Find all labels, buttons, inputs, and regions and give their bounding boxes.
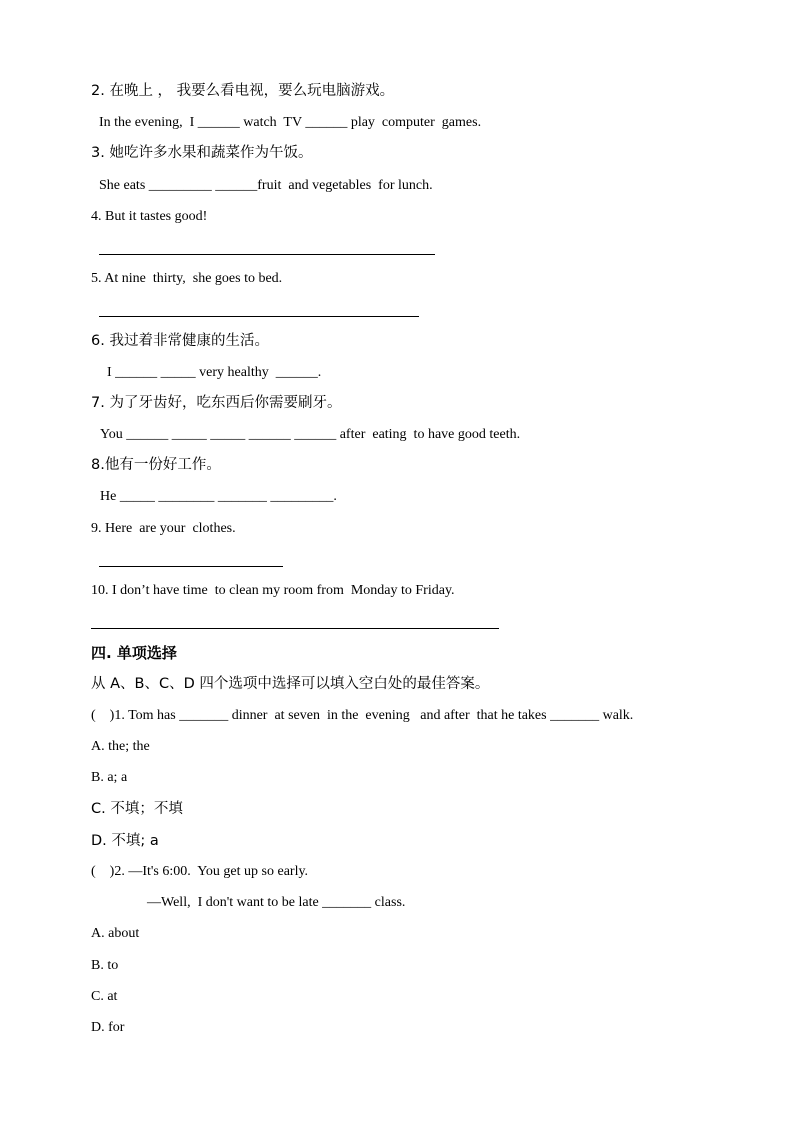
mc-question-1: ( )1. Tom has _______ dinner at seven in the evening and after that he takes _______ walk. [91, 708, 634, 723]
section-4-heading: 四. 单项选择 [91, 644, 177, 662]
mc-2-option-a: A. about [91, 926, 140, 941]
mc-1-option-a: A. the; the [91, 739, 150, 754]
question-4-prompt: 4. But it tastes good! [91, 209, 208, 224]
question-5-prompt: 5. At nine thirty, she goes to bed. [91, 271, 283, 286]
question-6-answer: I ______ _____ very healthy ______. [107, 365, 322, 380]
question-9-prompt: 9. Here are your clothes. [91, 521, 236, 536]
mc-1-option-b: B. a; a [91, 770, 128, 785]
mc-2-option-b: B. to [91, 958, 119, 973]
question-2-answer: In the evening, I ______ watch TV ______ play computer games. [99, 115, 482, 130]
question-5-answer-line [99, 316, 419, 317]
mc-1-option-c: C. 不填；不填 [91, 801, 183, 817]
question-10-prompt: 10. I don’t have time to clean my room from Monday to Friday. [91, 583, 455, 598]
question-9-answer-line [99, 566, 283, 567]
mc-1-option-d: D. 不填; a [91, 833, 159, 849]
question-7-prompt: 7. 为了牙齿好，吃东西后你需要刷牙。 [91, 395, 342, 411]
section-4-instruction: 从 A、B、C、D 四个选项中选择可以填入空白处的最佳答案。 [91, 676, 490, 692]
mc-question-2: ( )2. —It's 6:00. You get up so early. [91, 864, 309, 879]
question-8-answer: He _____ ________ _______ _________. [100, 489, 337, 504]
mc-2-option-d: D. for [91, 1020, 125, 1035]
mc-2-option-c: C. at [91, 989, 118, 1004]
question-3-answer: She eats _________ ______fruit and vegetables for lunch. [99, 178, 433, 193]
question-7-answer: You ______ _____ _____ ______ ______ after eating to have good teeth. [100, 427, 521, 442]
question-6-prompt: 6. 我过着非常健康的生活。 [91, 333, 269, 349]
question-3-prompt: 3. 她吃许多水果和蔬菜作为午饭。 [91, 145, 313, 161]
question-8-prompt: 8.他有一份好工作。 [91, 457, 221, 473]
question-2-prompt: 2. 在晚上 ， 我要么看电视，要么玩电脑游戏。 [91, 83, 395, 99]
mc-question-2-reply: —Well, I don't want to be late _______ class. [147, 895, 406, 910]
question-4-answer-line [99, 254, 435, 255]
question-10-answer-line [91, 628, 499, 629]
